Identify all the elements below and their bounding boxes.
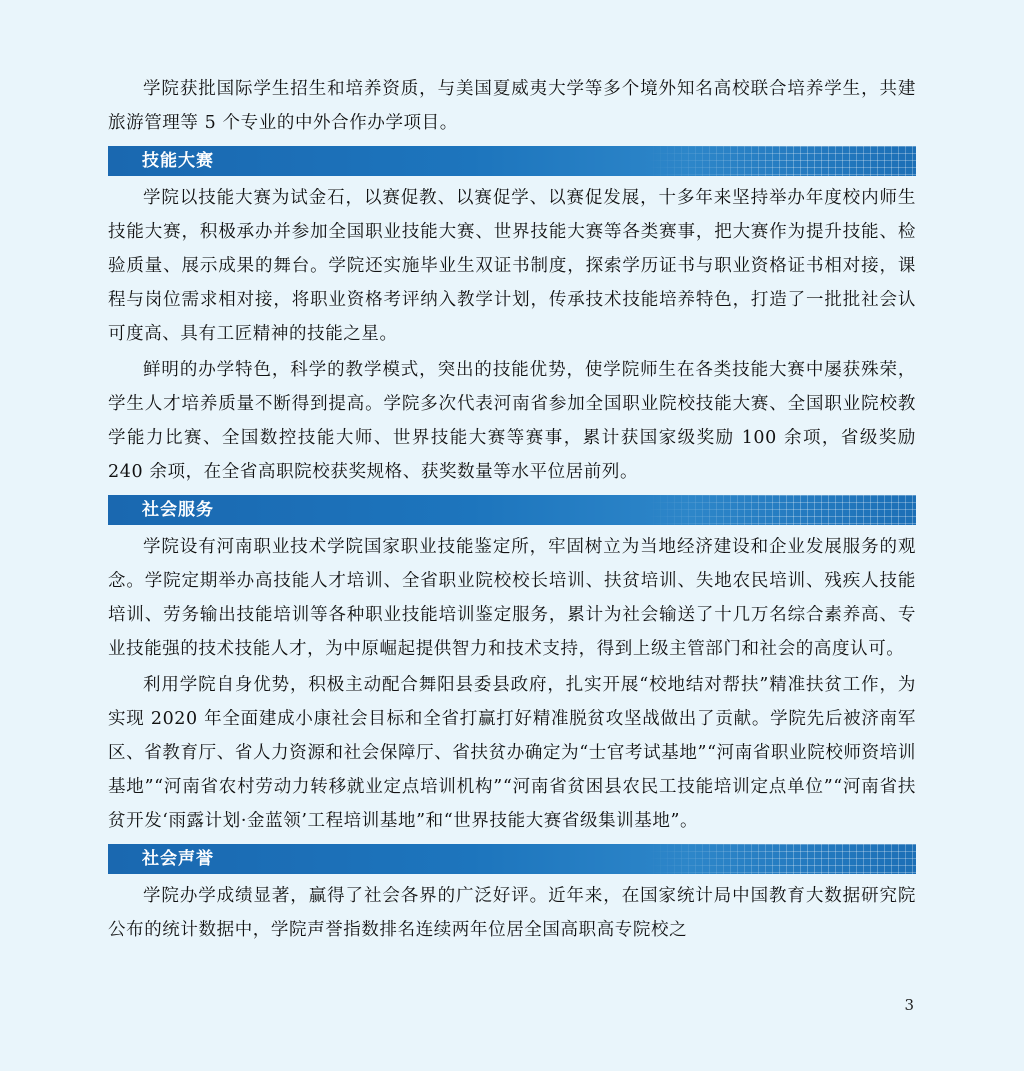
- section-header-bar: [108, 146, 916, 176]
- page-number: 3: [904, 996, 914, 1014]
- section-title: 社会声誉: [142, 849, 214, 869]
- body-paragraph: 学院办学成绩显著，赢得了社会各界的广泛好评。近年来，在国家统计局中国教育大数据研究院公布的统计数据中，学院声誉指数排名连续两年位居全国高职高专院校之: [108, 886, 916, 940]
- section-title: 社会服务: [142, 500, 214, 520]
- intro-section: [108, 72, 916, 140]
- body-paragraph: 学院获批国际学生招生和培养资质，与美国夏威夷大学等多个境外知名高校联合培养学生，共建旅游管理等 5 个专业的中外合作办学项目。: [108, 79, 916, 133]
- section-title: 技能大赛: [142, 151, 214, 171]
- body-paragraph: 鲜明的办学特色，科学的教学模式，突出的技能优势，使学院师生在各类技能大赛中屡获殊荣，学生人才培养质量不断得到提高。学院多次代表河南省参加全国职业院校技能大赛、全国职业院校教学能力比赛、全国数控技能大师、世界技能大赛等赛事，累计获国家级奖励 100 余项，省级奖励 240 余项，在全省高职院校获奖规格、获奖数量等水平位居前列。: [108, 360, 916, 482]
- page-content: [108, 72, 916, 947]
- social-reputation-section: [108, 844, 916, 947]
- section-header-bar: [108, 495, 916, 525]
- body-paragraph: 学院设有河南职业技术学院国家职业技能鉴定所，牢固树立为当地经济建设和企业发展服务的观念。学院定期举办高技能人才培训、全省职业院校校长培训、扶贫培训、失地农民培训、残疾人技能培训、劳务输出技能培训等各种职业技能培训鉴定服务，累计为社会输送了十几万名综合素养高、专业技能强的技术技能人才，为中原崛起提供智力和技术支持，得到上级主管部门和社会的高度认可。: [108, 537, 916, 659]
- grid-pattern-decoration: [646, 146, 916, 176]
- body-paragraph: 学院以技能大赛为试金石，以赛促教、以赛促学、以赛促发展，十多年来坚持举办年度校内师生技能大赛，积极承办并参加全国职业技能大赛、世界技能大赛等各类赛事，把大赛作为提升技能、检验质量、展示成果的舞台。学院还实施毕业生双证书制度，探索学历证书与职业资格证书相对接，课程与岗位需求相对接，将职业资格考评纳入教学计划，传承技术技能培养特色，打造了一批批社会认可度高、具有工匠精神的技能之星。: [108, 188, 916, 344]
- grid-pattern-decoration: [646, 844, 916, 874]
- skills-competition-section: [108, 146, 916, 489]
- social-service-section: [108, 495, 916, 838]
- body-paragraph: 利用学院自身优势，积极主动配合舞阳县委县政府，扎实开展“校地结对帮扶”精准扶贫工作，为实现 2020 年全面建成小康社会目标和全省打赢打好精准脱贫攻坚战做出了贡献。学院先后被济南军区、省教育厅、省人力资源和社会保障厅、省扶贫办确定为“士官考试基地”“河南省职业院校师资培训基地”“河南省农村劳动力转移就业定点培训机构”“河南省贫困县农民工技能培训定点单位”“河南省扶贫开发‘雨露计划·金蓝领’工程培训基地”和“世界技能大赛省级集训基地”。: [108, 675, 916, 831]
- section-header-bar: [108, 844, 916, 874]
- grid-pattern-decoration: [646, 495, 916, 525]
